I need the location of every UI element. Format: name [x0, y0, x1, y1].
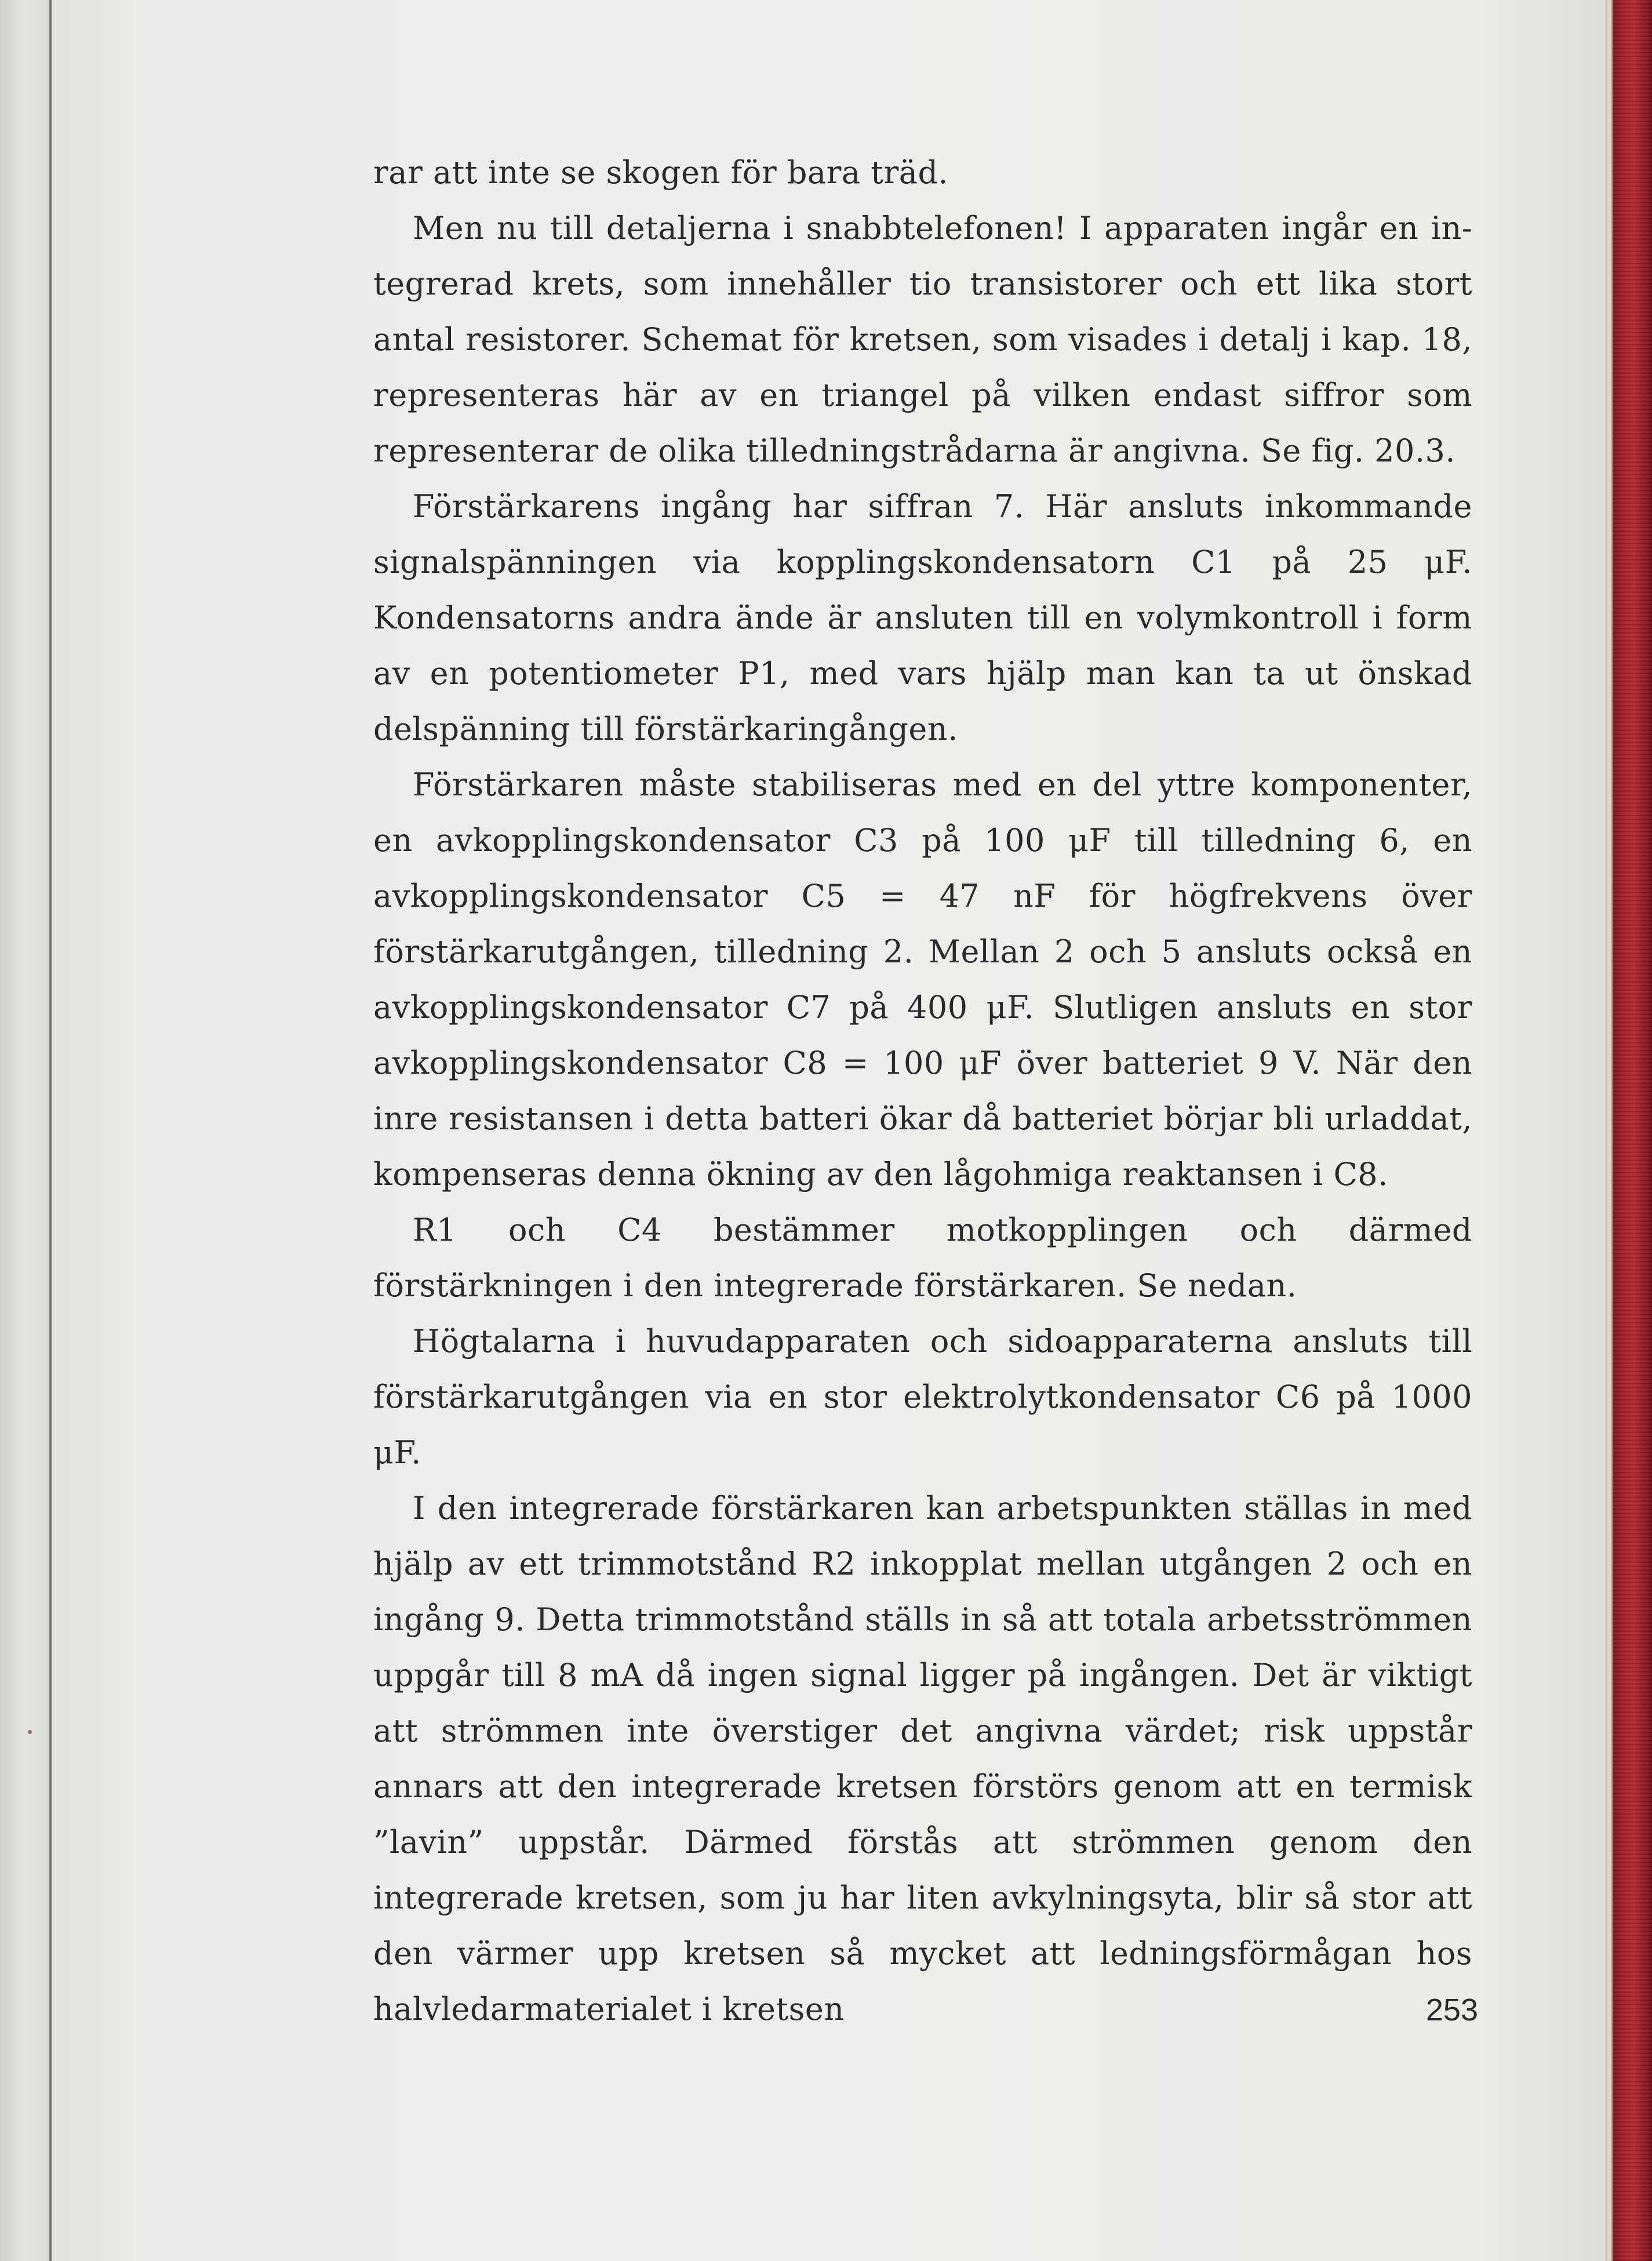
paragraph-integrated-circuit: Men nu till detaljerna i snabbtelefonen! I apparaten ingår en integrerad krets, som innehåller tio transistorer och ett lika stort antal resistorer. Schemat för kretsen, som visades i detalj i kap. 18, representeras här av en triangel på vilken endast siffror som representerar de olika tilledningstrådarna är angivna. Se fig. 20.3. — [373, 210, 1472, 469]
body-text — [373, 145, 1472, 2037]
paragraph-feedback: R1 och C4 bestämmer motkopplingen och därmed förstärkningen i den integrerade förstärkaren. Se nedan. — [373, 1212, 1472, 1304]
paragraph-operating-point: I den integrerade förstärkaren kan arbetspunkten ställas in med hjälp av ett trimmotstånd R2 inkopplat mellan utgången 2 och en ingång 9. Detta trimmotstånd ställs in så att totala arbetsströmmen uppgår till 8 mA då ingen signal ligger på ingången. Det är viktigt att strömmen inte överstiger det angivna värdet; risk uppstår annars att den integrerade kretsen förstörs genom att en termisk ”lavin” uppstår. Därmed förstås att strömmen genom den integrerade kretsen, som ju har liten avkylningsyta, blir så stor att den värmer upp kretsen så mycket att ledningsförmågan hos halvledarmaterialet i kretsen — [373, 1490, 1472, 2027]
page-stack-edge — [1606, 0, 1613, 2261]
paragraph-stabilization: Förstärkaren måste stabiliseras med en del yttre komponenter, en avkopplingskondensator C3 på 100 μF till tilledning 6, en avkopplingskondensator C5 = 47 nF för högfrekvens över förstärkarutgången, tilledning 2. Mellan 2 och 5 ansluts också en avkopplingskondensator C7 på 400 μF. Slutligen ansluts en stor avkopplingskondensator C8 = 100 μF över batteriet 9 V. När den inre resistansen i detta batteri ökar då batteriet börjar bli urladdat, kompenseras denna ökning av den lågohmiga reaktansen i C8. — [373, 766, 1472, 1193]
page-number: 253 — [1425, 1993, 1478, 2027]
facing-page-edge — [0, 0, 51, 2261]
paragraph-amplifier-input: Förstärkarens ingång har siffran 7. Här ansluts inkommande signalspänningen via kopplingskondensatorn C1 på 25 μF. Kondensatorns andra ände är ansluten till en volymkontroll i form av en potentiometer P1, med vars hjälp man kan ta ut önskad delspänning till förstärkaringången. — [373, 488, 1472, 747]
margin-speck — [28, 1730, 32, 1734]
paragraph-speakers: Högtalarna i huvudapparaten och sidoapparaterna ansluts till förstärkarutgången via en stor elektrolytkondensator C6 på 1000 μF. — [373, 1323, 1472, 1471]
red-book-binding — [1613, 0, 1652, 2261]
paragraph-continuation: rar att inte se skogen för bara träd. — [373, 154, 949, 191]
